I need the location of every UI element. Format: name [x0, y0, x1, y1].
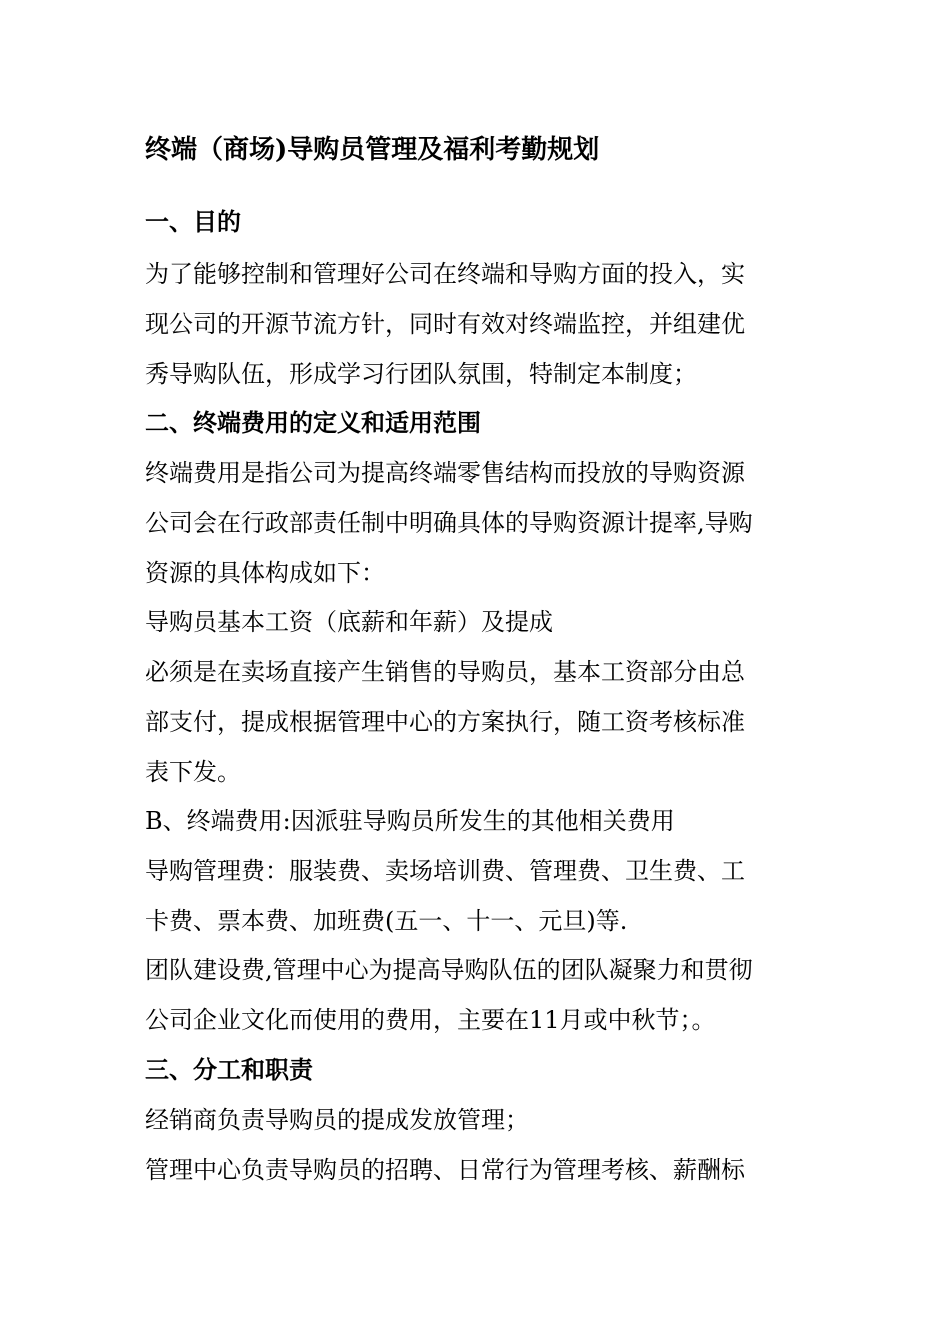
paragraph-line: 必须是在卖场直接产生销售的导购员，基本工资部分由总 [145, 658, 745, 686]
paragraph-line: 导购员基本工资（底薪和年薪）及提成 [145, 608, 553, 636]
paragraph-line: 资源的具体构成如下： [145, 559, 385, 587]
document-title: 终端（商场)导购员管理及福利考勤规划 [145, 135, 600, 165]
paragraph-line: 导购管理费：服装费、卖场培训费、管理费、卫生费、工 [145, 857, 745, 885]
paragraph-line: 秀导购队伍，形成学习行团队氛围，特制定本制度； [145, 360, 697, 388]
section-heading-purpose: 一、目的 [145, 207, 241, 236]
section-heading-responsibilities: 三、分工和职责 [145, 1055, 313, 1084]
paragraph-line: 经销商负责导购员的提成发放管理； [145, 1106, 529, 1134]
paragraph-line: 公司会在行政部责任制中明确具体的导购资源计提率,导购 [145, 509, 753, 537]
paragraph-line: 终端费用是指公司为提高终端零售结构而投放的导购资源 [145, 459, 745, 487]
section-heading-definition: 二、终端费用的定义和适用范围 [145, 408, 481, 437]
paragraph-line: 部支付，提成根据管理中心的方案执行，随工资考核标准 [145, 708, 745, 736]
paragraph-line: 管理中心负责导购员的招聘、日常行为管理考核、薪酬标 [145, 1156, 745, 1184]
paragraph-line: 为了能够控制和管理好公司在终端和导购方面的投入，实 [145, 260, 745, 288]
paragraph-line: 团队建设费,管理中心为提高导购队伍的团队凝聚力和贯彻 [145, 956, 753, 984]
paragraph-line: 表下发。 [145, 758, 241, 786]
paragraph-line: B、终端费用:因派驻导购员所发生的其他相关费用 [145, 807, 675, 835]
paragraph-line: 公司企业文化而使用的费用，主要在11月或中秋节；。 [145, 1006, 716, 1034]
paragraph-line: 卡费、票本费、加班费(五一、十一、元旦)等. [145, 907, 628, 935]
paragraph-line: 现公司的开源节流方针，同时有效对终端监控，并组建优 [145, 310, 745, 338]
